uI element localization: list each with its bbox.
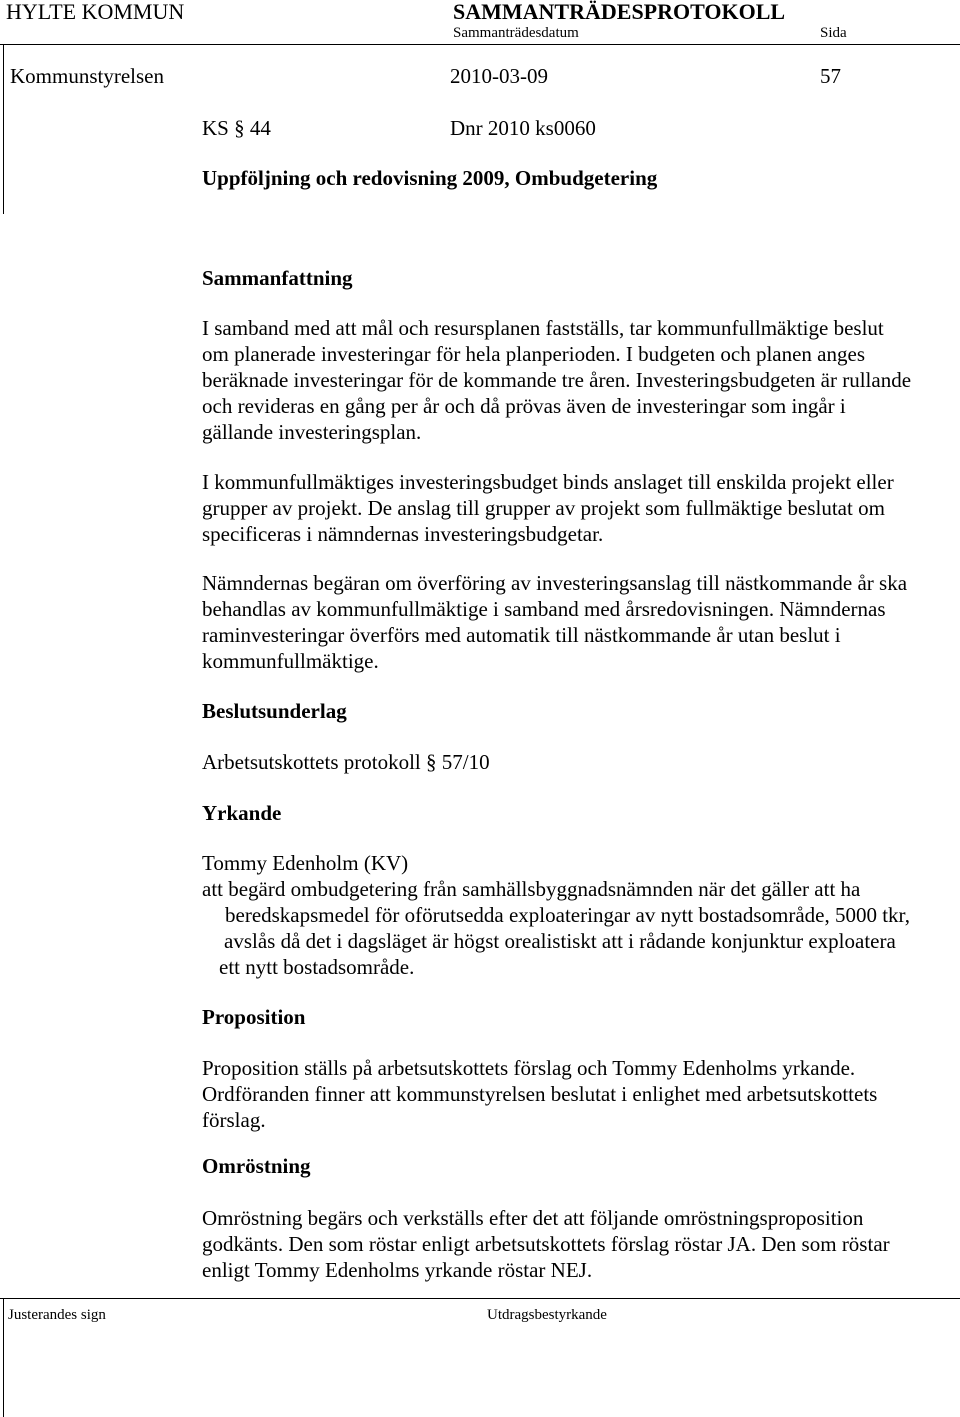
section-heading-vote: Omröstning <box>202 1154 311 1178</box>
meeting-body: Kommunstyrelsen <box>10 64 164 88</box>
case-paragraph: KS § 44 <box>202 116 271 140</box>
vote-line: godkänts. Den som röstar enligt arbetsutskottets förslag röstar JA. Den som röstar <box>202 1232 890 1256</box>
meeting-date-label: Sammanträdesdatum <box>453 25 579 41</box>
section-heading-basis: Beslutsunderlag <box>202 699 347 723</box>
motion-line: beredskapsmedel för oförutsedda exploateringar av nytt bostadsområde, 5000 tkr, <box>225 903 910 927</box>
motion-author: Tommy Edenholm (KV) <box>202 851 409 875</box>
section-heading-summary: Sammanfattning <box>202 266 353 290</box>
case-title: Uppföljning och redovisning 2009, Ombudgetering <box>202 166 658 190</box>
municipality-name: HYLTE KOMMUN <box>6 0 185 24</box>
vote-line: Omröstning begärs och verkställs efter det att följande omröstningsproposition <box>202 1206 864 1230</box>
summary-p3-line: Nämndernas begäran om överföring av investeringsanslag till nästkommande år ska <box>202 571 908 595</box>
case-dnr: Dnr 2010 ks0060 <box>450 116 596 140</box>
footer-divider <box>0 1298 960 1299</box>
signature-label: Justerandes sign <box>8 1307 106 1323</box>
basis-line: Arbetsutskottets protokoll § 57/10 <box>202 750 490 774</box>
summary-p3-line: raminvesteringar överförs med automatik till nästkommande år utan beslut i <box>202 623 841 647</box>
proposition-line: Ordföranden finner att kommunstyrelsen beslutat i enlighet med arbetsutskottets <box>202 1082 878 1106</box>
motion-line: att begärd ombudgetering från samhällsbyggnadsnämnden när det gäller att ha <box>202 877 861 901</box>
vote-line: enligt Tommy Edenholms yrkande röstar NEJ. <box>202 1258 593 1282</box>
page-label: Sida <box>820 25 847 41</box>
certification-label: Utdragsbestyrkande <box>487 1307 607 1323</box>
summary-p1-line: beräknade investeringar för de kommande tre åren. Investeringsbudgeten är rullande <box>202 368 912 392</box>
summary-p1-line: gällande investeringsplan. <box>202 420 422 444</box>
page-number: 57 <box>820 64 841 88</box>
section-heading-motion: Yrkande <box>202 801 282 825</box>
summary-p3-line: behandlas av kommunfullmäktige i samband med årsredovisningen. Nämndernas <box>202 597 886 621</box>
meeting-date: 2010-03-09 <box>450 64 548 88</box>
motion-line: avslås då det i dagsläget är högst orealistiskt att i rådande konjunktur exploatera <box>224 929 896 953</box>
document-type: SAMMANTRÄDESPROTOKOLL <box>453 0 786 24</box>
header-left-border <box>3 44 4 214</box>
proposition-line: förslag. <box>202 1108 266 1132</box>
summary-p1-line: och revideras en gång per år och då prövas även de investeringar som ingår i <box>202 394 846 418</box>
footer-left-border <box>3 1298 4 1417</box>
summary-p3-line: kommunfullmäktige. <box>202 649 379 673</box>
section-heading-proposition: Proposition <box>202 1005 306 1029</box>
summary-p2-line: specificeras i nämndernas investeringsbudgetar. <box>202 522 604 546</box>
summary-p1-line: om planerade investeringar för hela planperioden. I budgeten och planen anges <box>202 342 865 366</box>
summary-p2-line: grupper av projekt. De anslag till grupper av projekt som fullmäktige beslutat om <box>202 496 885 520</box>
motion-line: ett nytt bostadsområde. <box>219 955 415 979</box>
header-divider <box>0 44 960 45</box>
proposition-line: Proposition ställs på arbetsutskottets förslag och Tommy Edenholms yrkande. <box>202 1056 856 1080</box>
summary-p1-line: I samband med att mål och resursplanen fastställs, tar kommunfullmäktige beslut <box>202 316 884 340</box>
summary-p2-line: I kommunfullmäktiges investeringsbudget binds anslaget till enskilda projekt eller <box>202 470 894 494</box>
